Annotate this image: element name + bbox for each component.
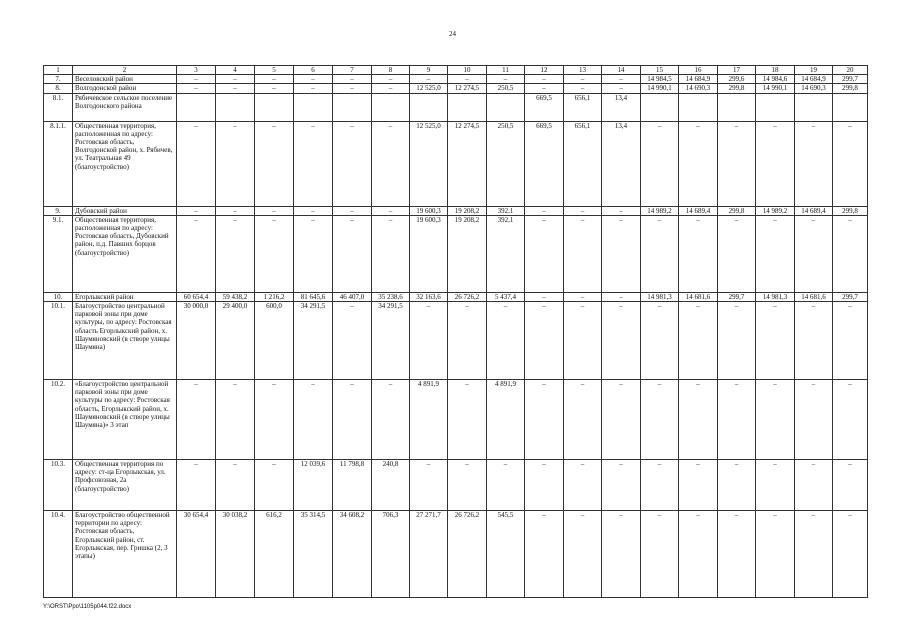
value-cell: 19 600,3 — [410, 215, 448, 292]
value-cell: 26 726,2 — [448, 511, 487, 598]
value-cell — [679, 93, 718, 121]
header-cell: 14 — [602, 66, 641, 75]
value-cell: – — [216, 121, 255, 206]
value-cell: 616,2 — [255, 511, 294, 598]
value-cell: – — [641, 511, 679, 598]
value-cell: 30 000,0 — [177, 302, 216, 380]
value-cell: 250,5 — [487, 121, 525, 206]
value-cell: – — [294, 84, 333, 93]
value-cell: – — [333, 206, 372, 215]
row-number-cell: 10.1. — [44, 302, 73, 380]
value-cell: – — [564, 302, 602, 380]
value-cell: – — [525, 206, 564, 215]
value-cell: – — [255, 206, 294, 215]
value-cell: – — [216, 460, 255, 511]
value-cell: – — [372, 121, 410, 206]
value-cell: 34 291,5 — [294, 302, 333, 380]
value-cell: – — [255, 75, 294, 84]
value-cell: – — [641, 121, 679, 206]
value-cell: – — [372, 84, 410, 93]
table-row — [44, 292, 868, 301]
value-cell: – — [255, 380, 294, 460]
row-name-cell: Благоустройство общественной территории по адресу: Ростовская область, Егорлыкский район, ст. Егорлыкская, пер. Гришка (2, 3 этапы) — [73, 511, 177, 598]
value-cell: 299,7 — [718, 292, 756, 301]
value-cell: – — [216, 380, 255, 460]
header-cell: 5 — [255, 66, 294, 75]
value-cell: – — [333, 380, 372, 460]
value-cell: 12 525,0 — [410, 121, 448, 206]
row-number-cell: 9. — [44, 206, 73, 215]
value-cell: – — [372, 215, 410, 292]
value-cell: – — [641, 215, 679, 292]
header-cell: 2 — [73, 66, 177, 75]
value-cell: 299,8 — [718, 84, 756, 93]
value-cell: 30 038,2 — [216, 511, 255, 598]
table-row — [44, 206, 868, 215]
value-cell: – — [448, 380, 487, 460]
row-name-cell: Веселовский район — [73, 75, 177, 84]
value-cell: – — [525, 380, 564, 460]
value-cell: 32 163,6 — [410, 292, 448, 301]
value-cell: 19 600,3 — [410, 206, 448, 215]
value-cell: – — [756, 511, 795, 598]
value-cell: 392,1 — [487, 215, 525, 292]
value-cell — [718, 93, 756, 121]
value-cell: 14 690,3 — [795, 84, 833, 93]
value-cell: – — [641, 380, 679, 460]
value-cell: – — [602, 206, 641, 215]
value-cell: – — [255, 460, 294, 511]
row-name-cell: Егорлыкский район — [73, 292, 177, 301]
value-cell: 299,8 — [833, 84, 868, 93]
header-cell: 10 — [448, 66, 487, 75]
value-cell: 35 238,6 — [372, 292, 410, 301]
value-cell: – — [718, 121, 756, 206]
value-cell: – — [602, 302, 641, 380]
value-cell: – — [448, 460, 487, 511]
header-cell: 9 — [410, 66, 448, 75]
value-cell: – — [833, 460, 868, 511]
value-cell: – — [756, 460, 795, 511]
header-cell: 12 — [525, 66, 564, 75]
value-cell: – — [602, 215, 641, 292]
value-cell: – — [255, 84, 294, 93]
table-row — [44, 84, 868, 93]
value-cell: – — [679, 215, 718, 292]
value-cell: – — [216, 75, 255, 84]
value-cell: 12 274,5 — [448, 84, 487, 93]
value-cell — [255, 93, 294, 121]
value-cell: – — [718, 380, 756, 460]
value-cell: – — [718, 511, 756, 598]
value-cell: – — [679, 380, 718, 460]
value-cell: – — [564, 380, 602, 460]
value-cell — [333, 93, 372, 121]
value-cell: – — [564, 215, 602, 292]
value-cell: 14 990,1 — [641, 84, 679, 93]
row-name-cell: Благоустройство центральной парковой зоны при доме культуры, по адресу: Ростовская область Егорлыкский район, х. Шаумяновский (в створе улицы Шаумяна) — [73, 302, 177, 380]
value-cell: – — [602, 292, 641, 301]
value-cell: 26 726,2 — [448, 292, 487, 301]
value-cell: – — [756, 380, 795, 460]
value-cell: – — [410, 460, 448, 511]
value-cell: – — [525, 511, 564, 598]
value-cell: – — [525, 215, 564, 292]
value-cell: 4 891,9 — [410, 380, 448, 460]
value-cell: 14 981,3 — [641, 292, 679, 301]
value-cell: – — [294, 380, 333, 460]
value-cell: – — [756, 121, 795, 206]
table-row — [44, 511, 868, 598]
value-cell: – — [333, 75, 372, 84]
row-name-cell: Дубовский район — [73, 206, 177, 215]
value-cell: 14 689,4 — [795, 206, 833, 215]
value-cell: – — [833, 302, 868, 380]
value-cell: 11 798,8 — [333, 460, 372, 511]
value-cell: 240,8 — [372, 460, 410, 511]
value-cell: – — [795, 121, 833, 206]
row-name-cell: Общественная территория, расположенная по адресу: Ростовская область, Волгодонской район, х. Рябичев, ул. Театральная 49 (благоустройство) — [73, 121, 177, 206]
value-cell: 669,5 — [525, 93, 564, 121]
value-cell: – — [564, 292, 602, 301]
row-number-cell: 8.1. — [44, 93, 73, 121]
value-cell: – — [372, 380, 410, 460]
value-cell: 1 216,2 — [255, 292, 294, 301]
value-cell: 34 608,2 — [333, 511, 372, 598]
value-cell: 656,1 — [564, 93, 602, 121]
table-row — [44, 380, 868, 460]
value-cell: – — [602, 84, 641, 93]
value-cell — [294, 93, 333, 121]
value-cell: – — [564, 206, 602, 215]
value-cell: – — [641, 460, 679, 511]
value-cell — [448, 93, 487, 121]
value-cell: 4 891,9 — [487, 380, 525, 460]
header-cell: 17 — [718, 66, 756, 75]
row-name-cell: Волгодонской район — [73, 84, 177, 93]
value-cell: 19 208,2 — [448, 215, 487, 292]
value-cell: 14 981,3 — [756, 292, 795, 301]
table-row — [44, 75, 868, 84]
table-row — [44, 302, 868, 380]
value-cell — [372, 93, 410, 121]
value-cell: – — [525, 460, 564, 511]
table-row — [44, 121, 868, 206]
value-cell: 35 314,5 — [294, 511, 333, 598]
value-cell: – — [679, 460, 718, 511]
value-cell: – — [641, 302, 679, 380]
value-cell: – — [216, 215, 255, 292]
value-cell: – — [294, 215, 333, 292]
row-number-cell: 10. — [44, 292, 73, 301]
row-name-cell: Общественная территория по адресу: ст-ца Егорлыкская, ул. Профсоюзная, 2а (благоустройство) — [73, 460, 177, 511]
table-row — [44, 215, 868, 292]
value-cell: – — [487, 75, 525, 84]
value-cell: 299,8 — [833, 206, 868, 215]
page-number: 24 — [449, 30, 456, 38]
value-cell: – — [333, 302, 372, 380]
value-cell: – — [177, 75, 216, 84]
value-cell: 12 525,0 — [410, 84, 448, 93]
value-cell: – — [718, 215, 756, 292]
value-cell: – — [255, 121, 294, 206]
value-cell — [177, 93, 216, 121]
value-cell: – — [525, 302, 564, 380]
row-name-cell: Общественная территория, расположенная по адресу: Ростовская область, Дубовский район, п.д. Павших борцов (благоустройство) — [73, 215, 177, 292]
value-cell: 14 989,2 — [756, 206, 795, 215]
row-number-cell: 8.1.1. — [44, 121, 73, 206]
value-cell — [216, 93, 255, 121]
row-name-cell: Рябичевское сельское поселение Волгодонского района — [73, 93, 177, 121]
value-cell: 600,0 — [255, 302, 294, 380]
footer-file-path: Y:\ORST\Ppo\1105p044.f22.docx — [43, 604, 132, 610]
value-cell: – — [602, 511, 641, 598]
row-number-cell: 8. — [44, 84, 73, 93]
header-cell: 13 — [564, 66, 602, 75]
value-cell: – — [795, 511, 833, 598]
value-cell: – — [756, 215, 795, 292]
value-cell: 30 654,4 — [177, 511, 216, 598]
value-cell: – — [525, 84, 564, 93]
value-cell: – — [410, 75, 448, 84]
value-cell: 250,5 — [487, 84, 525, 93]
value-cell: 12 274,5 — [448, 121, 487, 206]
value-cell: 60 654,4 — [177, 292, 216, 301]
value-cell: – — [216, 206, 255, 215]
value-cell: 81 645,6 — [294, 292, 333, 301]
value-cell: 34 291,5 — [372, 302, 410, 380]
value-cell: – — [718, 302, 756, 380]
value-cell: 27 271,7 — [410, 511, 448, 598]
value-cell: – — [833, 380, 868, 460]
value-cell: – — [333, 121, 372, 206]
row-number-cell: 10.2. — [44, 380, 73, 460]
header-cell: 1 — [44, 66, 73, 75]
value-cell: – — [833, 511, 868, 598]
value-cell: – — [795, 460, 833, 511]
table-header-row — [44, 66, 868, 75]
value-cell: – — [564, 75, 602, 84]
value-cell: – — [718, 460, 756, 511]
value-cell: – — [372, 206, 410, 215]
value-cell: – — [294, 75, 333, 84]
value-cell: – — [333, 84, 372, 93]
row-number-cell: 10.3. — [44, 460, 73, 511]
value-cell: – — [333, 215, 372, 292]
value-cell: 392,1 — [487, 206, 525, 215]
table-row — [44, 93, 868, 121]
header-cell: 20 — [833, 66, 868, 75]
value-cell: 14 690,3 — [679, 84, 718, 93]
value-cell: – — [602, 460, 641, 511]
value-cell: 13,4 — [602, 121, 641, 206]
value-cell — [795, 93, 833, 121]
value-cell: 12 039,6 — [294, 460, 333, 511]
header-cell: 15 — [641, 66, 679, 75]
value-cell: – — [602, 380, 641, 460]
value-cell: 14 689,4 — [679, 206, 718, 215]
value-cell: – — [602, 75, 641, 84]
header-cell: 6 — [294, 66, 333, 75]
value-cell: – — [795, 380, 833, 460]
value-cell: 14 984,6 — [756, 75, 795, 84]
value-cell: – — [177, 380, 216, 460]
value-cell: 14 681,6 — [679, 292, 718, 301]
value-cell: 14 684,9 — [679, 75, 718, 84]
value-cell: – — [294, 121, 333, 206]
value-cell: – — [487, 302, 525, 380]
value-cell: – — [679, 511, 718, 598]
value-cell: – — [448, 75, 487, 84]
header-cell: 4 — [216, 66, 255, 75]
value-cell: – — [795, 215, 833, 292]
value-cell: 14 984,5 — [641, 75, 679, 84]
value-cell: 5 437,4 — [487, 292, 525, 301]
value-cell: – — [410, 302, 448, 380]
value-cell: – — [294, 206, 333, 215]
header-cell: 19 — [795, 66, 833, 75]
row-number-cell: 10.4. — [44, 511, 73, 598]
header-cell: 3 — [177, 66, 216, 75]
header-cell: 18 — [756, 66, 795, 75]
header-cell: 8 — [372, 66, 410, 75]
value-cell — [833, 93, 868, 121]
value-cell: – — [177, 121, 216, 206]
value-cell: 669,5 — [525, 121, 564, 206]
row-number-cell: 9.1. — [44, 215, 73, 292]
value-cell: 19 208,2 — [448, 206, 487, 215]
value-cell: 299,8 — [718, 206, 756, 215]
value-cell: 14 681,6 — [795, 292, 833, 301]
value-cell: – — [448, 302, 487, 380]
value-cell: – — [525, 292, 564, 301]
value-cell: 14 989,2 — [641, 206, 679, 215]
value-cell — [410, 93, 448, 121]
value-cell: – — [795, 302, 833, 380]
value-cell: 706,3 — [372, 511, 410, 598]
value-cell — [756, 93, 795, 121]
value-cell: – — [216, 84, 255, 93]
value-cell: 59 438,2 — [216, 292, 255, 301]
value-cell — [641, 93, 679, 121]
value-cell: 14 990,1 — [756, 84, 795, 93]
value-cell: – — [177, 215, 216, 292]
header-cell: 16 — [679, 66, 718, 75]
value-cell: 13,4 — [602, 93, 641, 121]
value-cell: – — [679, 121, 718, 206]
value-cell: – — [756, 302, 795, 380]
row-number-cell: 7. — [44, 75, 73, 84]
value-cell: – — [679, 302, 718, 380]
value-cell: – — [833, 215, 868, 292]
table-row — [44, 460, 868, 511]
value-cell: 29 400,0 — [216, 302, 255, 380]
value-cell: – — [564, 460, 602, 511]
header-cell: 11 — [487, 66, 525, 75]
value-cell: 545,5 — [487, 511, 525, 598]
value-cell: – — [564, 511, 602, 598]
value-cell: – — [177, 460, 216, 511]
value-cell: 46 407,0 — [333, 292, 372, 301]
value-cell: – — [177, 206, 216, 215]
value-cell — [487, 93, 525, 121]
value-cell: – — [487, 460, 525, 511]
value-cell: 299,6 — [718, 75, 756, 84]
value-cell: 299,7 — [833, 292, 868, 301]
value-cell: – — [372, 75, 410, 84]
header-cell: 7 — [333, 66, 372, 75]
value-cell: – — [833, 121, 868, 206]
value-cell: 656,1 — [564, 121, 602, 206]
value-cell: – — [255, 215, 294, 292]
row-name-cell: «Благоустройство центральной парковой зоны при доме культуры по адресу: Ростовская область, Егорлыкский район, х. Шаумяновский (в створе улицы Шаумяна)» 3 этап — [73, 380, 177, 460]
value-cell: – — [177, 84, 216, 93]
value-cell: – — [564, 84, 602, 93]
budget-table — [43, 65, 868, 598]
value-cell: – — [525, 75, 564, 84]
value-cell: 14 684,9 — [795, 75, 833, 84]
value-cell: 299,7 — [833, 75, 868, 84]
